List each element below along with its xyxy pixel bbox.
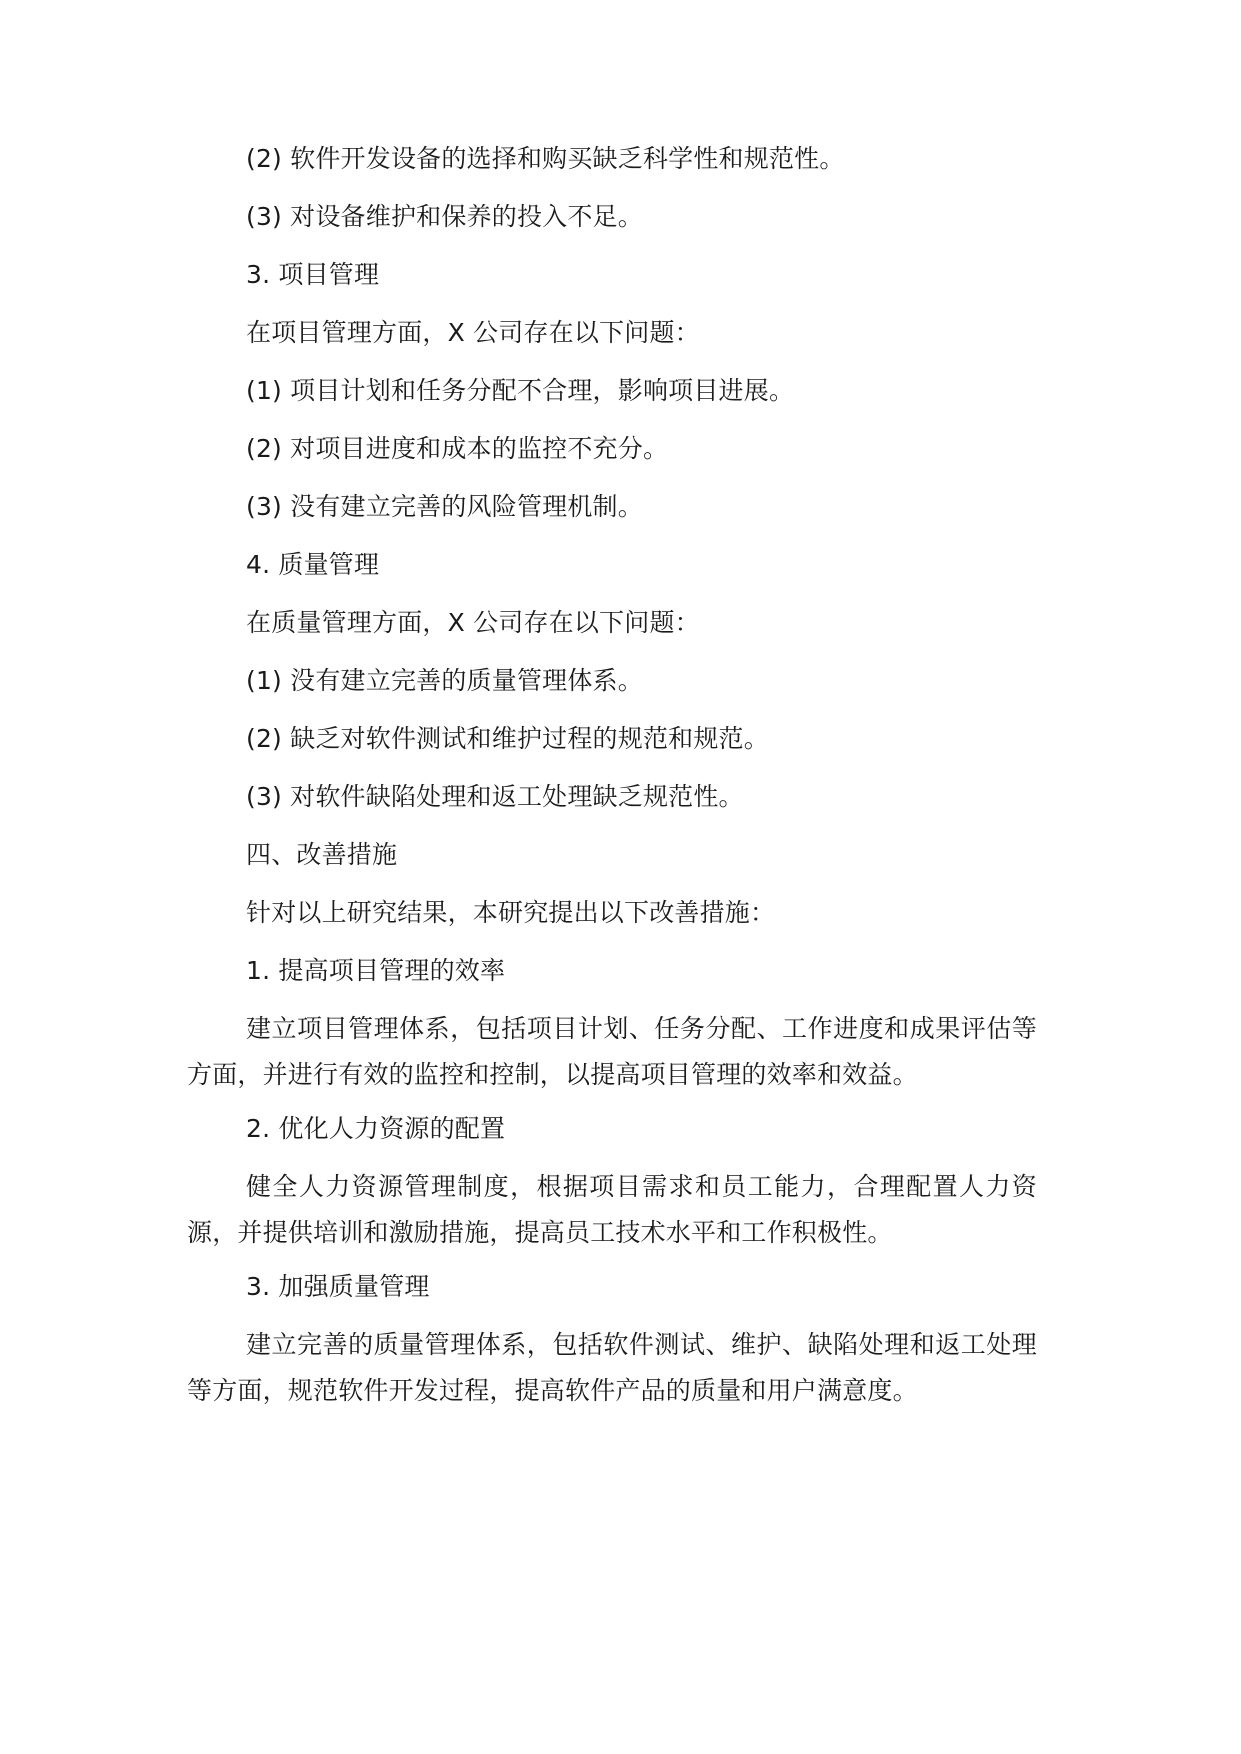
- measure-paragraph-quality: 建立完善的质量管理体系，包括软件测试、维护、缺陷处理和返工处理等方面，规范软件开发过程，提高软件产品的质量和用户满意度。: [187, 1330, 1037, 1405]
- list-item-equipment-maintenance: (3) 对设备维护和保养的投入不足。: [246, 202, 643, 231]
- list-item-testing-standards: (2) 缺乏对软件测试和维护过程的规范和规范。: [246, 724, 769, 753]
- list-item-equipment-selection: (2) 软件开发设备的选择和购买缺乏科学性和规范性。: [246, 144, 845, 173]
- list-item-defect-handling: (3) 对软件缺陷处理和返工处理缺乏规范性。: [246, 782, 744, 811]
- section-heading-quality-management: 4. 质量管理: [246, 550, 380, 579]
- measure-heading-hr-allocation: 2. 优化人力资源的配置: [246, 1114, 506, 1143]
- measure-paragraph-project-efficiency: 建立项目管理体系，包括项目计划、任务分配、工作进度和成果评估等方面，并进行有效的监控和控制，以提高项目管理的效率和效益。: [187, 1014, 1037, 1089]
- measure-paragraph-hr-allocation: 健全人力资源管理制度，根据项目需求和员工能力，合理配置人力资源，并提供培训和激励措施，提高员工技术水平和工作积极性。: [187, 1172, 1037, 1247]
- measure-heading-project-efficiency: 1. 提高项目管理的效率: [246, 956, 506, 985]
- list-item-project-planning: (1) 项目计划和任务分配不合理，影响项目进展。: [246, 376, 795, 405]
- chapter-heading-improvement-measures: 四、改善措施: [246, 840, 398, 869]
- improvement-intro: 针对以上研究结果，本研究提出以下改善措施：: [246, 898, 776, 927]
- section-heading-project-management: 3. 项目管理: [246, 260, 380, 289]
- list-item-quality-system: (1) 没有建立完善的质量管理体系。: [246, 666, 643, 695]
- quality-management-intro: 在质量管理方面，X 公司存在以下问题：: [246, 608, 700, 637]
- project-management-intro: 在项目管理方面，X 公司存在以下问题：: [246, 318, 700, 347]
- measure-heading-quality: 3. 加强质量管理: [246, 1272, 430, 1301]
- list-item-risk-management: (3) 没有建立完善的风险管理机制。: [246, 492, 643, 521]
- list-item-progress-monitoring: (2) 对项目进度和成本的监控不充分。: [246, 434, 669, 463]
